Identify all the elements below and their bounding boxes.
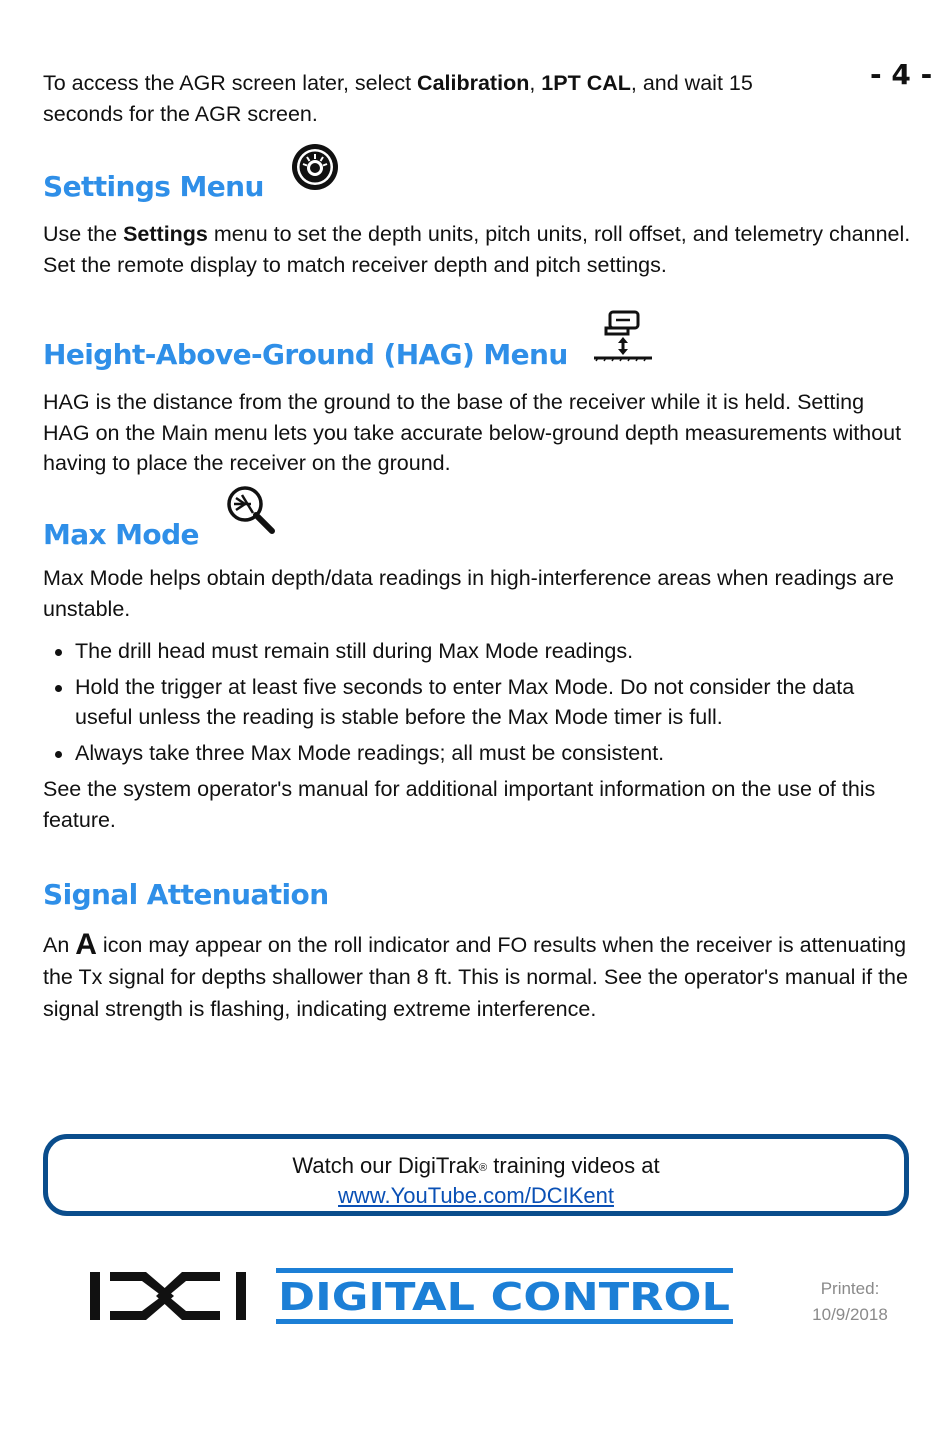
settings-heading-text: Settings Menu	[43, 170, 264, 203]
signal-body-prefix: An	[43, 933, 76, 957]
hag-section	[43, 308, 913, 479]
signal-heading: Signal Attenuation	[43, 878, 329, 911]
settings-body	[43, 219, 913, 280]
max-mode-section	[43, 484, 913, 835]
max-mode-magnifier-icon	[225, 484, 277, 543]
signal-section	[43, 878, 913, 1025]
attenuation-icon: A	[75, 928, 97, 961]
printed-label: Printed:	[820, 1279, 880, 1298]
intro-prefix: To access the AGR screen later, select	[43, 71, 418, 95]
hag-body: HAG is the distance from the ground to the base of the receiver while it is held. Setting HAG on the Main menu lets you take accurate below-ground depth measurements without having to place the receiver on the ground.	[43, 390, 902, 475]
page-number: - 4 -	[870, 58, 933, 91]
training-video-callout	[43, 1134, 909, 1216]
max-mode-footer: See the system operator's manual for additional important information on the use of this feature.	[43, 777, 876, 832]
hag-heading-text: Height-Above-Ground (HAG) Menu	[43, 338, 568, 371]
settings-term: Settings	[123, 222, 208, 246]
printed-stamp	[800, 1276, 900, 1328]
list-item: The drill head must remain still during Max Mode readings.	[43, 636, 913, 667]
max-mode-bullets	[43, 636, 913, 768]
settings-heading	[43, 142, 913, 203]
dci-logo	[90, 1268, 735, 1324]
max-mode-heading	[43, 484, 913, 551]
intro-suffix: , and wait 15 seconds for the AGR screen.	[43, 71, 753, 126]
printed-date: 10/9/2018	[812, 1305, 888, 1324]
signal-body-suffix: icon may appear on the roll indicator and FO results when the receiver is attenuating the Tx signal for depths shallower than 8 ft. This is normal. See the operator's manual if the signal strength is flashing, indicating extreme interference.	[43, 933, 908, 1021]
hag-receiver-icon	[592, 308, 654, 369]
settings-dial-icon	[290, 142, 340, 199]
calibration-term: Calibration	[417, 71, 530, 95]
callout-text	[48, 1151, 904, 1181]
settings-section	[43, 142, 913, 280]
callout-prefix: Watch our DigiTrak	[292, 1153, 480, 1178]
list-item: Always take three Max Mode readings; all must be consistent.	[43, 738, 913, 769]
callout-suffix: training videos at	[487, 1153, 660, 1178]
one-pt-cal-term: 1PT CAL	[541, 71, 631, 95]
intro-comma: ,	[529, 71, 542, 95]
signal-body	[43, 929, 913, 1025]
registered-mark: ®	[479, 1162, 488, 1174]
logo-svg	[90, 1268, 735, 1324]
settings-body-prefix: Use the	[43, 222, 124, 246]
intro-paragraph	[43, 68, 813, 129]
settings-body-suffix: menu to set the depth units, pitch units, roll offset, and telemetry channel. Set the remote display to match receiver depth and pitch settings.	[43, 222, 911, 277]
brand-name: DIGITAL CONTROL	[278, 1275, 730, 1319]
intro-text	[43, 68, 813, 129]
hag-heading	[43, 308, 913, 371]
max-mode-body: Max Mode helps obtain depth/data readings in high-interference areas when readings are unstable.	[43, 566, 894, 621]
list-item: Hold the trigger at least five seconds to enter Max Mode. Do not consider the data useful unless the reading is stable before the Max Mode timer is full.	[43, 672, 913, 733]
youtube-link[interactable]: www.YouTube.com/DCIKent	[338, 1183, 614, 1208]
max-mode-heading-text: Max Mode	[43, 518, 199, 551]
